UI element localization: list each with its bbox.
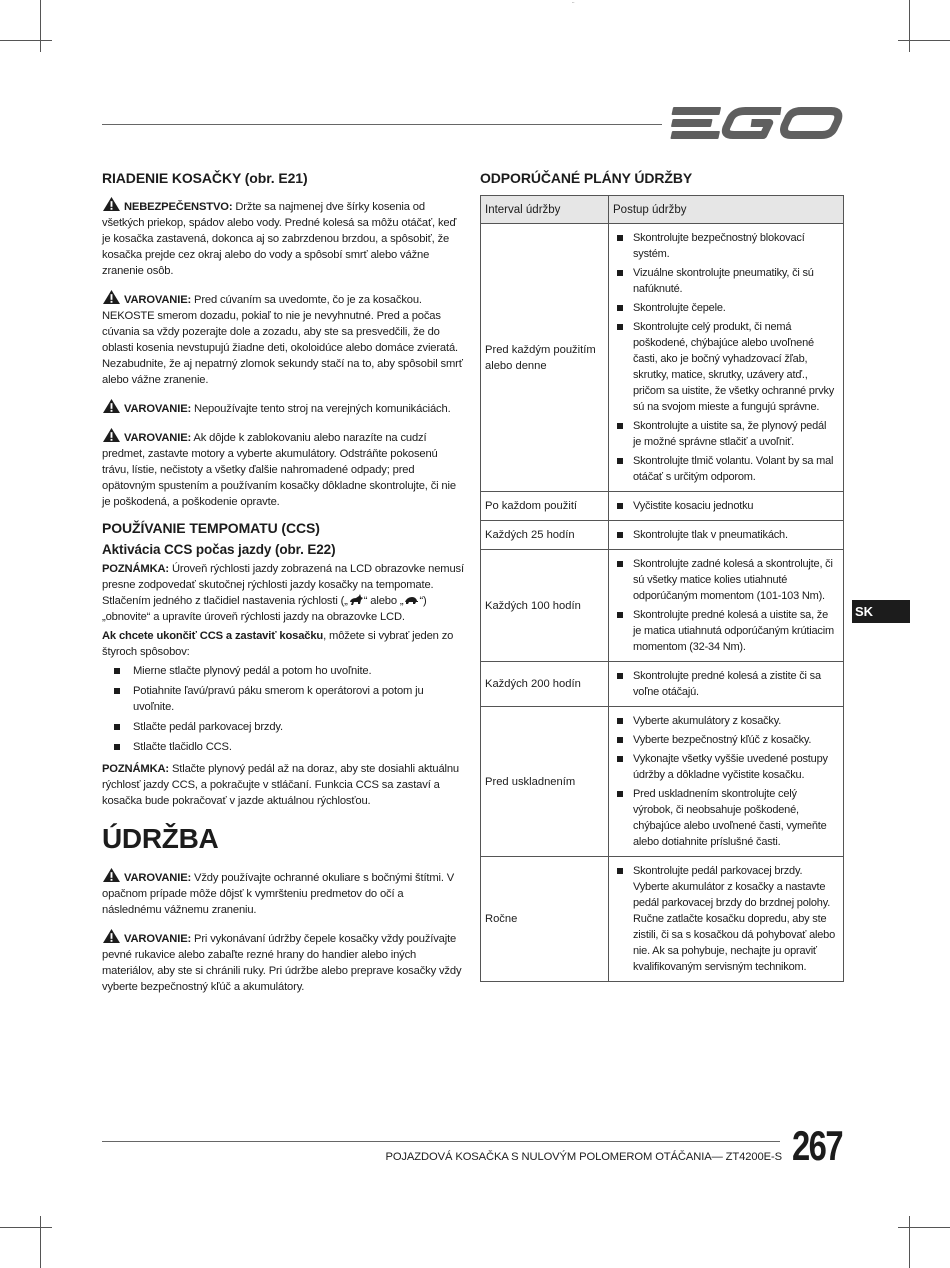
procedure-item — [615, 863, 837, 975]
crop-mark — [898, 40, 950, 41]
maintenance-table — [480, 195, 844, 982]
warning-paragraph: VAROVANIE: Nepoužívajte tento stroj na verejných komunikáciách. — [102, 398, 464, 417]
crop-mark — [909, 0, 910, 52]
note-paragraph: POZNÁMKA: Stlačte plynový pedál až na doraz, aby ste dosiahli aktuálnu rýchlosť jazdy CCS, a pokračujte v stláčaní. Funkcia CCS sa zastaví a kosačka bude pokračovať v jazde aktuálnou rýchlosťou. — [102, 763, 460, 807]
procedure-item — [615, 713, 837, 729]
column-header-interval: Interval údržby — [481, 196, 609, 224]
procedure-text: Skontrolujte a uistite sa, že plynový pedál je možné správne stlačiť a uvoľniť. — [633, 420, 827, 448]
bullet-icon — [617, 612, 623, 618]
procedure-item — [615, 786, 837, 850]
bullet-icon — [617, 503, 623, 509]
warning-paragraph: VAROVANIE: Vždy používajte ochranné okuliare s bočnými štítmi. V opačnom prípade môže dôjsť k vymršteniu predmetov do očí a následnému vážnemu zraneniu. — [102, 867, 464, 918]
procedure-text: Skontrolujte zadné kolesá a skontrolujte, či sú všetky matice kolies utiahnuté odporúčaným momentom (101-103 Nm). — [633, 558, 833, 602]
right-column — [480, 170, 844, 982]
table-row — [481, 662, 844, 707]
crop-mark — [40, 1216, 41, 1268]
note-paragraph: POZNÁMKA: Úroveň rýchlosti jazdy zobrazená na LCD obrazovke nemusí presne zodpovedať skutočnej rýchlosti jazdy kosačky na tempomate. Stlačením jedného z tlačidiel nastavenia rýchlosti („ “ alebo „ “) „obnovite“ a upravíte úroveň rýchlosti jazdy na obrazovke LCD. — [102, 563, 464, 623]
table-row — [481, 492, 844, 521]
section-title-cruise-control: POUŽÍVANIE TEMPOMATU (CCS) — [102, 520, 320, 536]
interval-cell: Pred každým použitím alebo denne — [481, 224, 609, 492]
warning-triangle-icon — [102, 427, 121, 443]
stop-methods-list — [102, 663, 464, 755]
bullet-icon — [617, 868, 623, 874]
procedure-text: Skontrolujte celý produkt, či nemá poškodené, chýbajúce alebo uvoľnené časti, ako je bočný vyhadzovací žľab, skrutky, matice, skrutky, uzávery atď., pričom sa uistite, že všetky ochranné prvky sú na svojom mieste a fungujú správne. — [633, 321, 835, 413]
procedure-text: Skontrolujte tlmič volantu. Volant by sa mal otáčať s určitým odporom. — [633, 455, 834, 483]
procedure-list — [615, 863, 837, 975]
warning-paragraph: VAROVANIE: Pri vykonávaní údržby čepele kosačky vždy používajte pevné rukavice alebo zabaľte rezné hrany do handier alebo iných materiálov, aby ste si chránili ruky. Pri údržbe alebo preprave kosačky vždy vyberte bezpečnostný kľúč a akumulátory. — [102, 928, 464, 995]
procedure-item — [615, 319, 837, 415]
procedure-cell — [609, 857, 844, 982]
procedure-list — [615, 713, 837, 850]
stop-ccs-paragraph: Ak chcete ukončiť CCS a zastaviť kosačku, môžete si vybrať jeden zo štyroch spôsobov: — [102, 630, 454, 658]
interval-cell: Každých 25 hodín — [481, 521, 609, 550]
bullet-icon — [617, 756, 623, 762]
bullet-icon — [114, 688, 120, 694]
procedure-item — [615, 498, 837, 514]
procedure-cell — [609, 662, 844, 707]
procedure-cell — [609, 224, 844, 492]
bullet-icon — [114, 668, 120, 674]
warning-triangle-icon — [102, 196, 121, 212]
procedure-list — [615, 668, 837, 700]
procedure-text: Vyčistite kosaciu jednotku — [633, 500, 754, 512]
procedure-text: Vyberte bezpečnostný kľúč z kosačky. — [633, 734, 812, 746]
crop-mark — [909, 1216, 910, 1268]
hare-icon — [348, 594, 364, 606]
procedure-cell — [609, 707, 844, 857]
language-tab: SK — [852, 600, 910, 623]
crop-mark — [0, 40, 52, 41]
svg-text:EGO: EGO — [572, 3, 575, 4]
interval-cell: Každých 100 hodín — [481, 550, 609, 662]
procedure-item — [615, 300, 837, 316]
bullet-icon — [617, 270, 623, 276]
bullet-icon — [617, 737, 623, 743]
table-row — [481, 224, 844, 492]
left-column — [102, 170, 464, 1005]
procedure-cell — [609, 492, 844, 521]
maintenance-table-body — [481, 224, 844, 982]
section-title-mower-control: RIADENIE KOSAČKY (obr. E21) — [102, 170, 308, 186]
bullet-icon — [617, 324, 623, 330]
procedure-list — [615, 556, 837, 655]
warning-triangle-icon — [102, 928, 121, 944]
crop-mark — [40, 0, 41, 52]
interval-cell: Ročne — [481, 857, 609, 982]
procedure-text: Vyberte akumulátory z kosačky. — [633, 715, 782, 727]
bullet-icon — [617, 305, 623, 311]
bullet-icon — [617, 561, 623, 567]
procedure-item — [615, 418, 837, 450]
procedure-item — [615, 556, 837, 604]
maintenance-heading: ÚDRŽBA — [102, 823, 219, 854]
procedure-list — [615, 527, 837, 543]
bullet-icon — [617, 458, 623, 464]
procedure-item — [615, 732, 837, 748]
bullet-icon — [617, 791, 623, 797]
procedure-item — [615, 751, 837, 783]
list-item: Stlačte tlačidlo CCS. — [114, 739, 464, 755]
warning-paragraph: VAROVANIE: Ak dôjde k zablokovaniu alebo narazíte na cudzí predmet, zastavte motory a vyberte akumulátory. Odstráňte pokosenú trávu, lístie, nečistoty a všetky ďalšie nahromadené odpady; pred opätovným spustením a používaním kosačky dôkladne skontrolujte, či nie je poškodená, a poškodenie opravte. — [102, 427, 464, 510]
maintenance-schedule-title: ODPORÚČANÉ PLÁNY ÚDRŽBY — [480, 170, 693, 186]
table-row — [481, 707, 844, 857]
procedure-item — [615, 453, 837, 485]
procedure-text: Skontrolujte predné kolesá a uistite sa, že je matica utiahnutá odporúčaným krútiacim momentom (32-34 Nm). — [633, 609, 834, 653]
bullet-icon — [617, 532, 623, 538]
interval-cell: Pred uskladnením — [481, 707, 609, 857]
footer-title: POJAZDOVÁ KOSAČKA S NULOVÝM POLOMEROM OTÁČANIA— ZT4200E-S — [385, 1151, 782, 1163]
ego-logo — [572, 3, 844, 143]
procedure-item — [615, 668, 837, 700]
subsection-title-ccs-activation: Aktivácia CCS počas jazdy (obr. E22) — [102, 542, 336, 557]
procedure-list — [615, 230, 837, 485]
interval-cell: Každých 200 hodín — [481, 662, 609, 707]
bullet-icon — [617, 423, 623, 429]
procedure-cell — [609, 521, 844, 550]
procedure-text: Skontrolujte pedál parkovacej brzdy. Vyberte akumulátor z kosačky a nastavte pedál parkovacej brzdy do brzdnej polohy. Ručne zatlačte kosačku dopredu, aby ste zistili, či sa s kosačkou dá pohybovať alebo nie. Ak sa pohybuje, nechajte ju opraviť kvalifikovaným servisným technikom. — [633, 865, 835, 973]
bullet-icon — [114, 744, 120, 750]
list-item: Stlačte pedál parkovacej brzdy. — [114, 719, 464, 735]
footer-rule — [102, 1141, 780, 1142]
bullet-icon — [617, 718, 623, 724]
warning-triangle-icon — [102, 289, 121, 305]
table-row — [481, 550, 844, 662]
procedure-item — [615, 607, 837, 655]
danger-paragraph: NEBEZPEČENSTVO: Držte sa najmenej dve šírky kosenia od všetkých priekop, spádov alebo vody. Predné kolesá sa môžu otáčať, keď je kosačka zastavená, dokonca aj so zabrzdenou brzdou, a spôsobiť, že kosačka prejde cez okraj alebo do vody a spôsobí smrť alebo vážne zranenie osôb. — [102, 196, 464, 279]
warning-paragraph: VAROVANIE: Pred cúvaním sa uvedomte, čo je za kosačkou. NEKOSTE smerom dozadu, pokiaľ to nie je nevyhnutné. Pred a počas cúvania sa vždy pozerajte dole a zozadu, aby ste sa presvedčili, že do oblasti kosenia nevstupujú žiadne deti, okoloidúce alebo domáce zvieratá. Nezabudnite, že aj nepatrný zlomok sekundy stačí na to, aby spôsobil smrť alebo vážne zranenie. — [102, 289, 464, 388]
crop-mark — [898, 1227, 950, 1228]
page-number: 267 — [792, 1122, 842, 1169]
column-header-procedure: Postup údržby — [609, 196, 844, 224]
warning-triangle-icon — [102, 867, 121, 883]
warning-triangle-icon — [102, 398, 121, 414]
bullet-icon — [114, 724, 120, 730]
procedure-item — [615, 527, 837, 543]
procedure-text: Vykonajte všetky vyššie uvedené postupy údržby a dôkladne vyčistite kosačku. — [633, 753, 828, 781]
procedure-text: Skontrolujte tlak v pneumatikách. — [633, 529, 788, 541]
bullet-icon — [617, 235, 623, 241]
list-item: Mierne stlačte plynový pedál a potom ho uvoľnite. — [114, 663, 464, 679]
procedure-text: Skontrolujte čepele. — [633, 302, 726, 314]
list-item: Potiahnite ľavú/pravú páku smerom k operátorovi a potom ju uvoľnite. — [114, 683, 464, 715]
interval-cell: Po každom použití — [481, 492, 609, 521]
procedure-list — [615, 498, 837, 514]
table-header-row — [481, 196, 844, 224]
procedure-text: Skontrolujte bezpečnostný blokovací systém. — [633, 232, 805, 260]
procedure-text: Pred uskladnením skontrolujte celý výrobok, či neobsahuje poškodené, chýbajúce alebo uvoľnené časti, vymeňte alebo dotiahnite príslušné časti. — [633, 788, 827, 848]
turtle-icon — [403, 594, 419, 606]
procedure-text: Vizuálne skontrolujte pneumatiky, či sú nafúknuté. — [633, 267, 814, 295]
procedure-text: Skontrolujte predné kolesá a zistite či sa voľne otáčajú. — [633, 670, 821, 698]
procedure-item — [615, 265, 837, 297]
procedure-cell — [609, 550, 844, 662]
table-row — [481, 857, 844, 982]
header-rule — [102, 124, 662, 125]
procedure-item — [615, 230, 837, 262]
crop-mark — [0, 1227, 52, 1228]
bullet-icon — [617, 673, 623, 679]
table-row — [481, 521, 844, 550]
